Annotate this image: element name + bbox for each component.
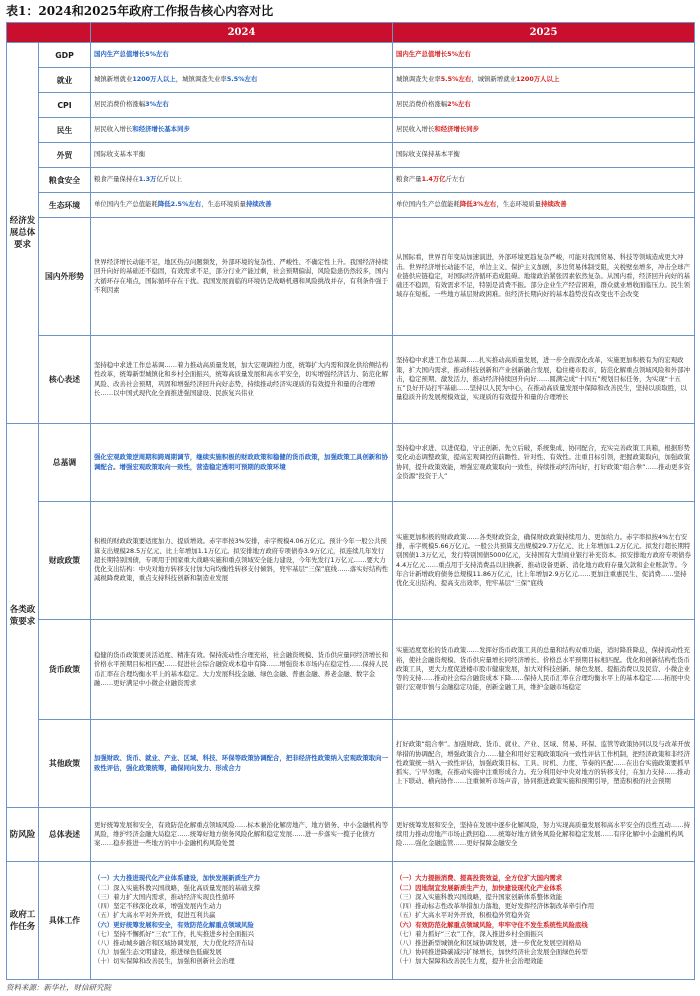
row-label-overall: 总基调	[39, 424, 91, 502]
list-item: （一）大力推进现代化产业体系建设，加快发展新质生产力	[94, 874, 261, 883]
food-2025: 粮食产量1.4万亿斤左右	[393, 168, 695, 193]
eco-2025: 单位国内生产总值能耗降低3%左右，生态环境质量持续改善	[393, 193, 695, 218]
row-label-jobs: 就业	[39, 68, 91, 93]
ms-2025: 居民收入增长和经济增长同步	[393, 118, 695, 143]
fiscal-2024: 积极的财政政策要适度加力、提质增效。赤字率按3%安排，赤字规模4.06万亿元。预计今年一般公共预算支出规模28.5万亿元、比上年增加1.1万亿元。拟安排地方政府专项债券3.9万亿元，拟连续几年发行超长期特别国债，专项用于国家重大战略实施和重点领域安全能力建设，今年先发行1万亿元……要大力优化支出结构：中央对地方转移支付加大向均衡性转移支付倾斜，兜牢基层“三保”底线……落实好结构性减税降费政策，重点支持科技创新和制造业发展	[91, 502, 393, 620]
row-label-other: 其他政策	[39, 720, 91, 808]
row-label-gdp: GDP	[39, 43, 91, 68]
list-item: （七）着力抓好“三农”工作，深入推进乡村全面振兴	[396, 929, 544, 938]
food-2024: 粮食产量保持在1.3万亿斤以上	[91, 168, 393, 193]
table-title: 表1：2024和2025年政府工作报告核心内容对比	[6, 4, 274, 18]
row-label-eco: 生态环境	[39, 193, 91, 218]
list-item: （九）加强生态文明建设，推进绿色低碳发展	[94, 948, 222, 957]
header-2025: 2025	[393, 23, 695, 43]
tasks-2024	[91, 862, 393, 980]
source-note: 资料来源：新华社，财信研究院	[6, 983, 111, 992]
overall-2025: 坚持稳中求进、以进促稳，守正创新、先立后破，系统集成、协同配合，充实完善政策工具箱，根据形势变化动态调整政策，提高宏观调控的前瞻性、针对性、有效性。注重目标引领，把握政策取向，加强政策协同，提升政策效能，增强宏观政策取向一致性，持续推动经济向好，打好政策“组合拳”……推动更多资金资源“投资于人”	[393, 424, 695, 502]
trade-2024: 国际收支基本平衡	[91, 143, 393, 168]
overall-2024: 强化宏观政策逆周期和跨周期调节，继续实施积极的财政政策和稳健的货币政策，加强政策工具创新和协调配合。增强宏观政策取向一致性，营造稳定透明可预期的政策环境	[91, 424, 393, 502]
list-item: （八）推动城乡融合和区域协调发展，大力优化经济布局	[94, 938, 254, 947]
list-item: （五）扩大高水平对外开放，促进互利共赢	[94, 911, 216, 920]
list-item: （十）加大保障和改善民生力度，提升社会治理效能	[396, 957, 543, 966]
gdp-2025: 国内生产总值增长5%左右	[393, 43, 695, 68]
list-item: （二）深入实施科教兴国战略，强化高质量发展的基础支撑	[94, 883, 261, 892]
row-label-cpi: CPI	[39, 93, 91, 118]
risk-2025: 更好统筹发展和安全，坚持在发展中逐步化解风险，努力实现高质量发展和高水平安全的良性互动……持续用力推动房地产市场止跌回稳……统筹好地方债务风险化解和稳定发展……有序化解中小金融机构风险……强化金融监管……更好保障金融安全	[393, 808, 695, 862]
row-label-trade: 外贸	[39, 143, 91, 168]
list-item: （四）坚定不移深化改革，增强发展内生动力	[94, 902, 222, 911]
cpi-2024: 居民消费价格涨幅3%左右	[91, 93, 393, 118]
list-item: （二）因地制宜发展新质生产力，加快建设现代化产业体系	[396, 883, 563, 892]
header-blank	[7, 23, 91, 43]
monetary-2024: 稳健的货币政策要灵活适度、精准有效。保持流动性合理充裕，社会融资规模、货币供应量同经济增长和价格水平预期目标相匹配……促进社会综合融资成本稳中有降……增强资本市场内在稳定性……保持人民币汇率在合理均衡水平上的基本稳定。大力发展科技金融、绿色金融、普惠金融、养老金融、数字金融……更好满足中小微企业融资需求	[91, 620, 393, 720]
category-economy: 经济发展总体要求	[7, 43, 39, 424]
row-label-situation: 国内外形势	[39, 218, 91, 336]
row-label-ms: 民生	[39, 118, 91, 143]
risk-2024: 更好统筹发展和安全，有效防范化解重点领域风险……标本兼治化解房地产、地方债务、中小金融机构等风险，维护经济金融大局稳定……统筹好地方债务风险化解和稳定发展……进一步落实一揽子化债方案……稳步推进一些地方的中小金融机构风险处置	[91, 808, 393, 862]
list-item: （八）推进新型城镇化和区域协调发展，进一步优化发展空间格局	[396, 938, 582, 947]
list-item: （九）协同推进降碳减污扩绿增长，加快经济社会发展全面绿色转型	[396, 948, 588, 957]
list-item: （四）推动标志性改革举措加力落地，更好发挥经济体制改革牵引作用	[396, 902, 595, 911]
row-label-monetary: 货币政策	[39, 620, 91, 720]
list-item: （十）切实保障和改善民生，加强和创新社会治理	[94, 957, 235, 966]
row-label-fiscal: 财政政策	[39, 502, 91, 620]
other-2025: 打好政策“组合拳”。加强财政、货币、就业、产业、区域、贸易、环保、监管等政策协同以及与改革开放举措的协调配合，增强政策合力……健全和用好宏观政策取向一致性评估工作机制，把经济政策和非经济性政策统一纳入一致性评估，加强政策目标、工具、时机、力度、节奏的匹配……在出台实施政策要抓早抓实、宁早勿晚，在推动实施中注重形成合力。充分利用好中央对地方的转移支付，在加力支持……推动上下联动、横向协作……注重倾听市场声音，协同推进政策实施和预期引导，塑造积极的社会预期	[393, 720, 695, 808]
other-2024: 加强财政、货币、就业、产业、区域、科技、环保等政策协调配合，把非经济性政策纳入宏观政策取向一致性评估，强化政策统筹，确保同向发力、形成合力	[91, 720, 393, 808]
tasks-2025	[393, 862, 695, 980]
ms-2024: 居民收入增长和经济增长基本同步	[91, 118, 393, 143]
core-2025: 坚持稳中求进工作总基调……扎实推动高质量发展，进一步全面深化改革，实施更加积极有为的宏观政策，扩大国内需求，推动科技创新和产业创新融合发展，稳住楼市股市，防范化解重点领域风险和外部冲击，稳定预期、激发活力，推动经济持续回升向好……圆满完成“十四五”规划目标任务，为实现“十五五”良好开局打牢基础……坚持以人民为中心，在推动高质量发展中保障和改善民生，坚持以质取胜，以量稳质升的发展规模效益，实现质的有效提升和量的合理增长	[393, 336, 695, 424]
row-label-food: 粮食安全	[39, 168, 91, 193]
monetary-2025: 实施适度宽松的货币政策……发挥好货币政策工具的总量和结构双重功能，适时降准降息，保持流动性充裕，使社会融资规模、货币供应量增长同经济增长、价格总水平预期目标相匹配。优化和创新结构性货币政策工具，更大力度促进楼市股市健康发展，加大对科技创新、绿色发展、提振消费以及民营、小微企业等的支持……推动社会综合融资成本下降……保持人民币汇率在合理均衡水平上的基本稳定……拓展中央银行宏观审慎与金融稳定功能，创新金融工具，维护金融市场稳定	[393, 620, 695, 720]
list-item: （三）深入实施科教兴国战略，提升国家创新体系整体效能	[396, 892, 563, 901]
list-item: （五）扩大高水平对外开放，积极稳外贸稳外资	[396, 911, 531, 920]
row-label-tasks: 具体工作	[39, 862, 91, 980]
list-item: （六）更好统筹发展和安全，有效防范化解重点领域风险	[94, 920, 254, 929]
comparison-table	[6, 22, 695, 980]
jobs-2025: 城镇调查失业率5.5%左右，城镇新增就业1200万人以上	[393, 68, 695, 93]
fiscal-2025: 实施更加积极的财政政策……各类财政资金，确保财政政策持续用力、更加给力。赤字率拟按4%左右安排，赤字规模5.66万亿元。一般公共预算支出规模29.7万亿元、比上年增加1.2万亿元。拟发行超长期特别国债1.3万亿元，发行特别国债5000亿元，支持国有大型商业银行补充资本。拟安排地方政府专项债券4.4万亿元……重点用于支持消费品以旧换新、推动设备更新、消化地方政府存量欠款和企业账款等。今年合计新增政府债务总规模11.86万亿元，比上年增加2.9万亿元……更加注重惠民生、促消费……坚持优化支出结构、提高支出效率，兜牢基层“三保”底线	[393, 502, 695, 620]
core-2024: 坚持稳中求进工作总基调……着力推动高质量发展，加大宏观调控力度，统筹扩大内需和深化供给侧结构性改革，统筹新型城镇化和乡村全面振兴，统筹高质量发展和高水平安全，切实增强经济活力、防范化解风险、改善社会预期，巩固和增强经济回升向好态势，持续推动经济实现质的有效提升和量的合理增长……以中国式现代化全面推进强国建设、民族复兴伟业	[91, 336, 393, 424]
list-item: （六）有效防范化解重点领域风险，牢牢守住不发生系统性风险底线	[396, 920, 588, 929]
cpi-2025: 居民消费价格涨幅2%左右	[393, 93, 695, 118]
category-tasks: 政府工作任务	[7, 862, 39, 980]
header-2024: 2024	[91, 23, 393, 43]
row-label-core: 核心表述	[39, 336, 91, 424]
list-item: （一）大力提振消费、提高投资效益，全方位扩大国内需求	[396, 874, 563, 883]
category-policy: 各类政策要求	[7, 424, 39, 808]
list-item: （七）坚持不懈抓好“三农”工作，扎实推进乡村全面振兴	[94, 929, 254, 938]
trade-2025: 国际收支保持基本平衡	[393, 143, 695, 168]
situation-2025: 从国际看，世界百年变局加速演进，外部环境更趋复杂严峻，可能对我国贸易、科技等领域造成更大冲击。世界经济增长动能不足，单边主义、保护主义加剧，多边贸易体制受阻，关税壁垒增多，冲击全球产业链供应链稳定，对国际经济循环造成阻碍。地缘政治紧张因素依然复杂。从国内看，经济回升向好的基础还不稳固，有效需求不足，特别是消费不振。部分企业生产经营困难，群众就业增收面临压力。民生领域存在短板。一些地方基层财政困难。但经济长期向好的基本趋势没有改变也不会改变	[393, 218, 695, 336]
jobs-2024: 城镇新增就业1200万人以上，城镇调查失业率5.5%左右	[91, 68, 393, 93]
gdp-2024: 国内生产总值增长5%左右	[91, 43, 393, 68]
category-risk: 防风险	[7, 808, 39, 862]
situation-2024: 世界经济增长动能不足，地区热点问题频发，外部环境的复杂性、严峻性、不确定性上升。我国经济持续回升向好的基础还不稳固，有效需求不足，部分行业产能过剩，社会预期偏弱，风险隐患仍然较多，国内大循环存在堵点，国际循环存在干扰。我国发展面临的环境仍是战略机遇和风险挑战并存，有利条件强于不利因素	[91, 218, 393, 336]
eco-2024: 单位国内生产总值能耗降低2.5%左右，生态环境质量持续改善	[91, 193, 393, 218]
row-label-risk: 总体表述	[39, 808, 91, 862]
list-item: （三）着力扩大国内需求，推动经济实现良性循环	[94, 892, 235, 901]
